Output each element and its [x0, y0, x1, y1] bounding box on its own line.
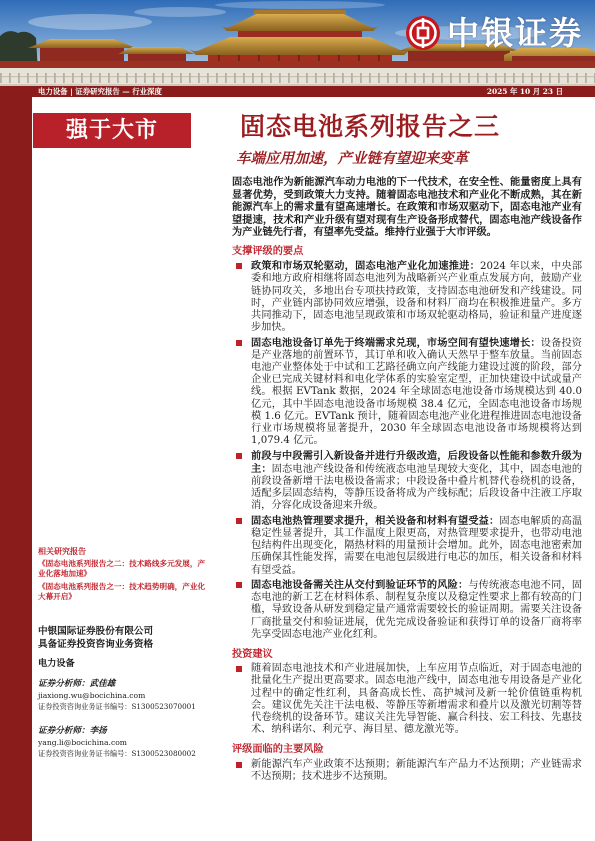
bullet-text: 固态电池产线设备和传统液态电池呈现较大变化，其中，固态电池的前段设备新增干法电极设备需求；中段设备中叠片机替代卷绕机的设备，适配多层固态结构，等静压设备将成为产线标配；后段设备中注液工序取消，分容化成设备迎来升级。: [251, 463, 583, 512]
report-title: 固态电池系列报告之三: [240, 112, 501, 141]
section-title-investment: 投资建议: [232, 648, 273, 660]
bullet-text: 与传统液态电池不同，固态电池的新工艺在材料体系、制程复杂度以及稳定性要求上都有较高的门槛，导致设备从研发到稳定量产通常需要较长的验证周期。需要关注设备厂商批量交付和验证进展，优先完成设备验证和获得订单的设备厂商将率先享受固态电池产业化红利。: [251, 579, 583, 640]
list-item: [232, 515, 582, 577]
section-title-risks: 评级面临的主要风险: [232, 743, 324, 756]
bullet-text: 设备投资是产业落地的前置环节，其订单和收入确认天然早于整车放量。当前固态电池产业整体处于中试和工艺路径确立向产线能力建设过渡的阶段，部分企业已完成关键材料和电化学体系的实验室定型，正加快建设中试或量产线。根据 EVTank 数据，2024 年全球固态电池设备市场规模达到 40.0 亿元，其中半固态电池设备市场规模 38.4 亿元，全固态电池设备市场规模 1.6 亿元。EVTank 预计，随着固态电池产业化进程推进固态电池设备行业市场规模将显著提升，2030 年全球固态电池设备市场规模将达到 1,079.4 亿元。: [251, 337, 582, 447]
list-item: [232, 759, 582, 783]
left-accent-strip: [0, 97, 32, 841]
analyst-certificate: 证券投资咨询业务证书编号：S1300523070001: [38, 702, 196, 711]
related-report-item: 《固态电池系列报告之二：技术路线多元发展，产业化落地加速》: [38, 559, 206, 579]
boc-logo-icon: [405, 15, 441, 51]
bullet-lead: 前段与中段需引入新设备并进行升级改造，后段设备以性能和参数升级为主：: [251, 449, 582, 475]
report-summary: 固态电池作为新能源汽车动力电池的下一代技术，在安全性、能量密度上具有显著优势，受到政策大力支持。随着固态电池技术和产业化不断成熟，其在新能源汽车上的需求量有望高速增长。在政策和市场双驱动下，固态电池产业有望提速，技术和产业升级有望对现有生产设备形成替代，固态电池产线设备作为产业链先行者，有望率先受益。维持行业强于大市评级。: [232, 176, 582, 239]
related-report-item: 《固态电池系列报告之一：技术趋势明确，产业化大幕开启》: [38, 581, 206, 602]
coverage-sector: 电力设备: [38, 658, 75, 669]
marble-balustrade: [0, 68, 595, 86]
report-subtitle: 车端应用加速，产业链有望迎来变革: [236, 150, 468, 167]
analyst-block: [38, 725, 230, 759]
list-item: [232, 579, 582, 641]
company-info: [38, 625, 228, 670]
analyst-email: jiaxiong.wu@bocichina.com: [38, 691, 146, 700]
bullet-text: 新能源汽车产业政策不达预期；新能源汽车产品力不达预期；产业链需求不达预期；技术进步不达预期。: [251, 758, 582, 782]
list-item: [232, 450, 582, 513]
boc-logo: [405, 11, 583, 55]
related-reports-title: 相关研究报告: [38, 546, 86, 556]
square-bullet-icon: [236, 518, 242, 524]
bullet-lead: 政策和市场双轮驱动，固态电池产业化加速推进：: [251, 260, 480, 273]
report-category: 电力设备 | 证券研究报告 — 行业深度: [38, 87, 162, 96]
analyst-certificate: 证券投资咨询业务证书编号：S1300523080002: [38, 749, 196, 758]
list-item: [232, 663, 582, 736]
square-bullet-icon: [236, 340, 242, 346]
square-bullet-icon: [236, 666, 242, 672]
analyst-name: 证券分析师：李扬: [38, 726, 107, 736]
header-banner: [0, 0, 595, 86]
logo-text: 中银证券: [446, 14, 583, 52]
bullet-lead: 固态电池设备订单先于终端需求兑现，市场空间有望快速增长：: [251, 336, 541, 349]
section-title-rating-points: 支撑评级的要点: [232, 244, 304, 257]
analyst-block: [38, 678, 230, 712]
analyst-name: 证券分析师：武佳雄: [38, 679, 116, 689]
square-bullet-icon: [236, 263, 242, 269]
bullet-text: 2024 年以来，中央部委和地方政府相继将固态电池列为战略新兴产业重点发展方向，鼓励产业链协同攻关，多地出台专项扶持政策，支持固态电池研发和产线建设。同时，产业链内部协同效应增强，设备和材料厂商均在积极推进量产。多方共同推动下，固态电池呈现政策和市场双轮驱动格局，验证和量产进度逐步加快。: [251, 261, 583, 334]
list-item: [232, 337, 582, 448]
company-name: 中银国际证券股份有限公司: [38, 626, 154, 637]
company-qualification: 具备证券投资咨询业务资格: [38, 639, 154, 650]
bullet-text: 固态电解质的高温稳定性显著提升，其工作温度上限更高，对热管理要求提升，也带动电池包结构件出现变化，隔热材料的用量预计会增加。此外，固态电池密索加压确保其性能发挥，需要在电池包层级进行电芯的加压，相关设备和材料有望受益。: [251, 515, 583, 576]
analyst-email: yang.li@bocichina.com: [38, 738, 127, 747]
square-bullet-icon: [236, 762, 242, 768]
rating-badge: [33, 113, 191, 148]
bullet-lead: 固态电池设备需关注从交付到验证环节的风险：: [251, 578, 469, 591]
list-item: [232, 260, 582, 334]
related-reports: [38, 546, 206, 603]
rating-label: 强于大市: [65, 117, 158, 143]
square-bullet-icon: [236, 453, 242, 459]
report-date: 2025 年 10 月 23 日: [486, 87, 563, 96]
main-content: [232, 111, 582, 783]
bullet-text: 随着固态电池技术和产业进展加快，上车应用节点临近，对于固态电池的批量化生产提出更高要求。固态电池产线中，固态电池专用设备是产业化过程中的确定性红利，具备高成长性、高护城河及新一轮价值链重构机会。建议优先关注干法电极、等静压等新增需求和叠片以及激光切割等替代卷绕机的设备环节。建议关注先导智能、赢合科技、宏工科技、先惠技术、纳科诺尔、利元亨、海目星、德龙激光等。: [251, 663, 582, 736]
report-type-bar: [0, 86, 595, 97]
bullet-lead: 固态电池热管理要求提升，相关设备和材料有望受益：: [251, 514, 500, 527]
square-bullet-icon: [236, 582, 242, 588]
